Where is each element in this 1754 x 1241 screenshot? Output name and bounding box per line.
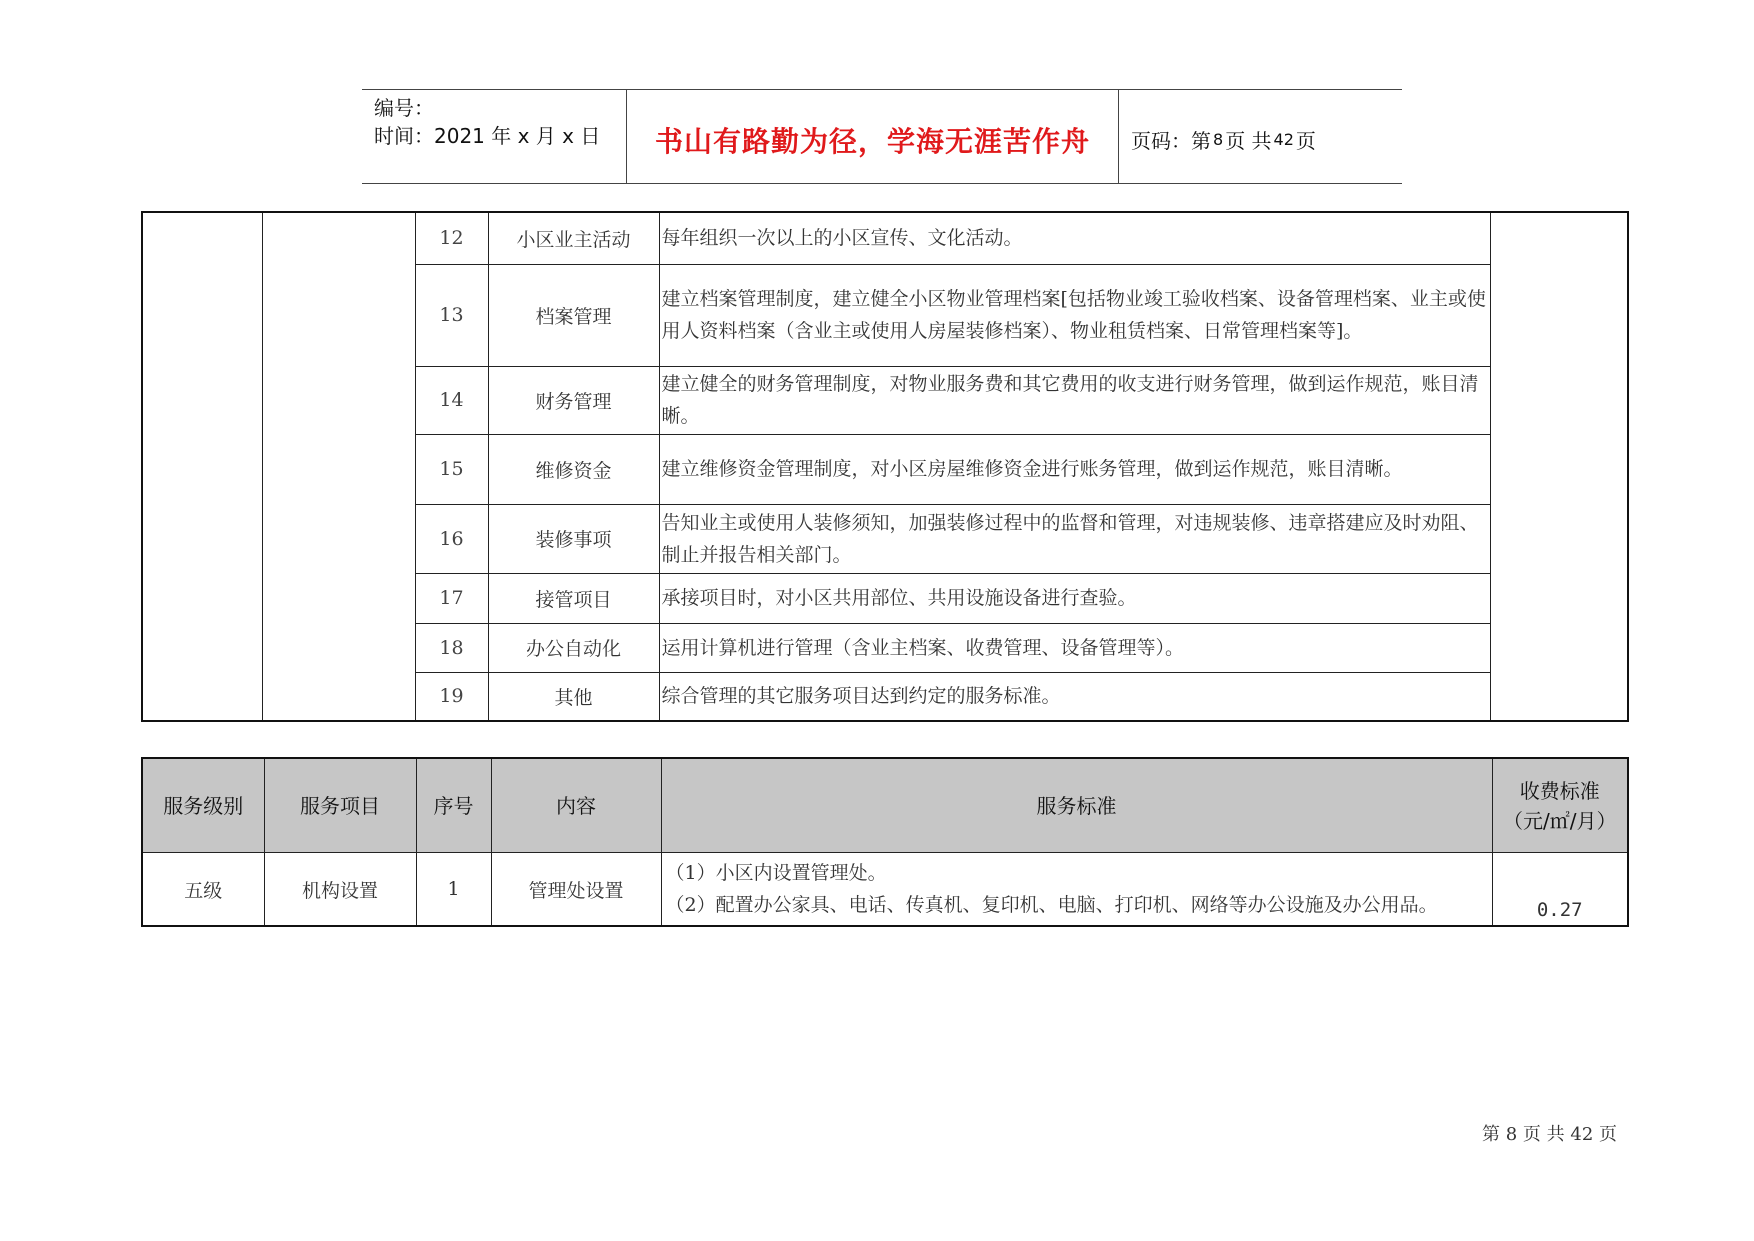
row-item: 财务管理 [488, 366, 659, 434]
table-row [142, 853, 1628, 927]
row-description: 运用计算机进行管理（含业主档案、收费管理、设备管理等）。 [659, 623, 1490, 672]
header-page-number [1119, 90, 1402, 183]
page-current: 8 [1213, 130, 1224, 149]
row-service-project: 机构设置 [264, 853, 416, 927]
row-description: 建立维修资金管理制度，对小区房屋维修资金进行账务管理，做到运作规范，账目清晰。 [659, 434, 1490, 504]
row-item: 档案管理 [488, 264, 659, 366]
header-motto: 书山有路勤为径，学海无涯苦作舟 [627, 90, 1119, 183]
row-content: 管理处设置 [491, 853, 661, 927]
row-item: 维修资金 [488, 434, 659, 504]
standard-line: （2）配置办公家具、电话、传真机、复印机、电脑、打印机、网络等办公设施及办公用品。 [665, 894, 1438, 916]
page-total: 42 [1273, 130, 1294, 149]
header-sequence: 序号 [416, 758, 491, 853]
row-fee: 0.27 [1492, 853, 1628, 927]
table-row [142, 212, 1628, 264]
header-fee-standard [1492, 758, 1628, 853]
row-item: 小区业主活动 [488, 212, 659, 264]
row-service-level: 五级 [142, 853, 264, 927]
standard-line: （1）小区内设置管理处。 [665, 862, 887, 884]
row-description: 每年组织一次以上的小区宣传、文化活动。 [659, 212, 1490, 264]
table-header-row [142, 758, 1628, 853]
page-footer: 第 8 页 共 42 页 [1482, 1124, 1617, 1145]
row-number: 17 [415, 573, 488, 623]
header-service-project: 服务项目 [264, 758, 416, 853]
row-number: 13 [415, 264, 488, 366]
row-item: 其他 [488, 672, 659, 721]
row-item: 装修事项 [488, 504, 659, 573]
service-level-cell [142, 212, 262, 721]
fee-header-line2: （元/㎡/月） [1503, 808, 1617, 833]
service-table-level-5 [141, 757, 1629, 927]
row-number: 18 [415, 623, 488, 672]
header-service-level: 服务级别 [142, 758, 264, 853]
page-suffix: 页 [1295, 129, 1316, 153]
row-number: 14 [415, 366, 488, 434]
row-description: 建立健全的财务管理制度，对物业服务费和其它费用的收支进行财务管理，做到运作规范，账目清晰。 [659, 366, 1490, 434]
row-number: 12 [415, 212, 488, 264]
row-sequence: 1 [416, 853, 491, 927]
fee-cell [1490, 212, 1628, 721]
document-header [362, 89, 1402, 184]
row-description: 告知业主或使用人装修须知，加强装修过程中的监督和管理，对违规装修、违章搭建应及时劝阻、制止并报告相关部门。 [659, 504, 1490, 573]
header-service-standard: 服务标准 [661, 758, 1492, 853]
time-label: 时间：2021 年 x 月 x 日 [374, 124, 601, 148]
row-number: 15 [415, 434, 488, 504]
row-item: 接管项目 [488, 573, 659, 623]
service-project-cell [262, 212, 415, 721]
row-number: 16 [415, 504, 488, 573]
page-mid: 页 共 [1225, 129, 1272, 153]
row-description: 建立档案管理制度，建立健全小区物业管理档案[包括物业竣工验收档案、设备管理档案、业主或使用人资料档案（含业主或使用人房屋装修档案）、物业租赁档案、日常管理档案等]。 [659, 264, 1490, 366]
header-meta [362, 90, 627, 183]
row-number: 19 [415, 672, 488, 721]
row-description: 承接项目时，对小区共用部位、共用设施设备进行查验。 [659, 573, 1490, 623]
fee-header-line1: 收费标准 [1519, 778, 1600, 803]
row-item: 办公自动化 [488, 623, 659, 672]
service-table-continued [141, 211, 1629, 722]
row-description: 综合管理的其它服务项目达到约定的服务标准。 [659, 672, 1490, 721]
row-service-standard [661, 853, 1492, 927]
header-content: 内容 [491, 758, 661, 853]
number-label: 编号： [374, 96, 434, 120]
page-prefix: 页码：第 [1131, 129, 1211, 153]
